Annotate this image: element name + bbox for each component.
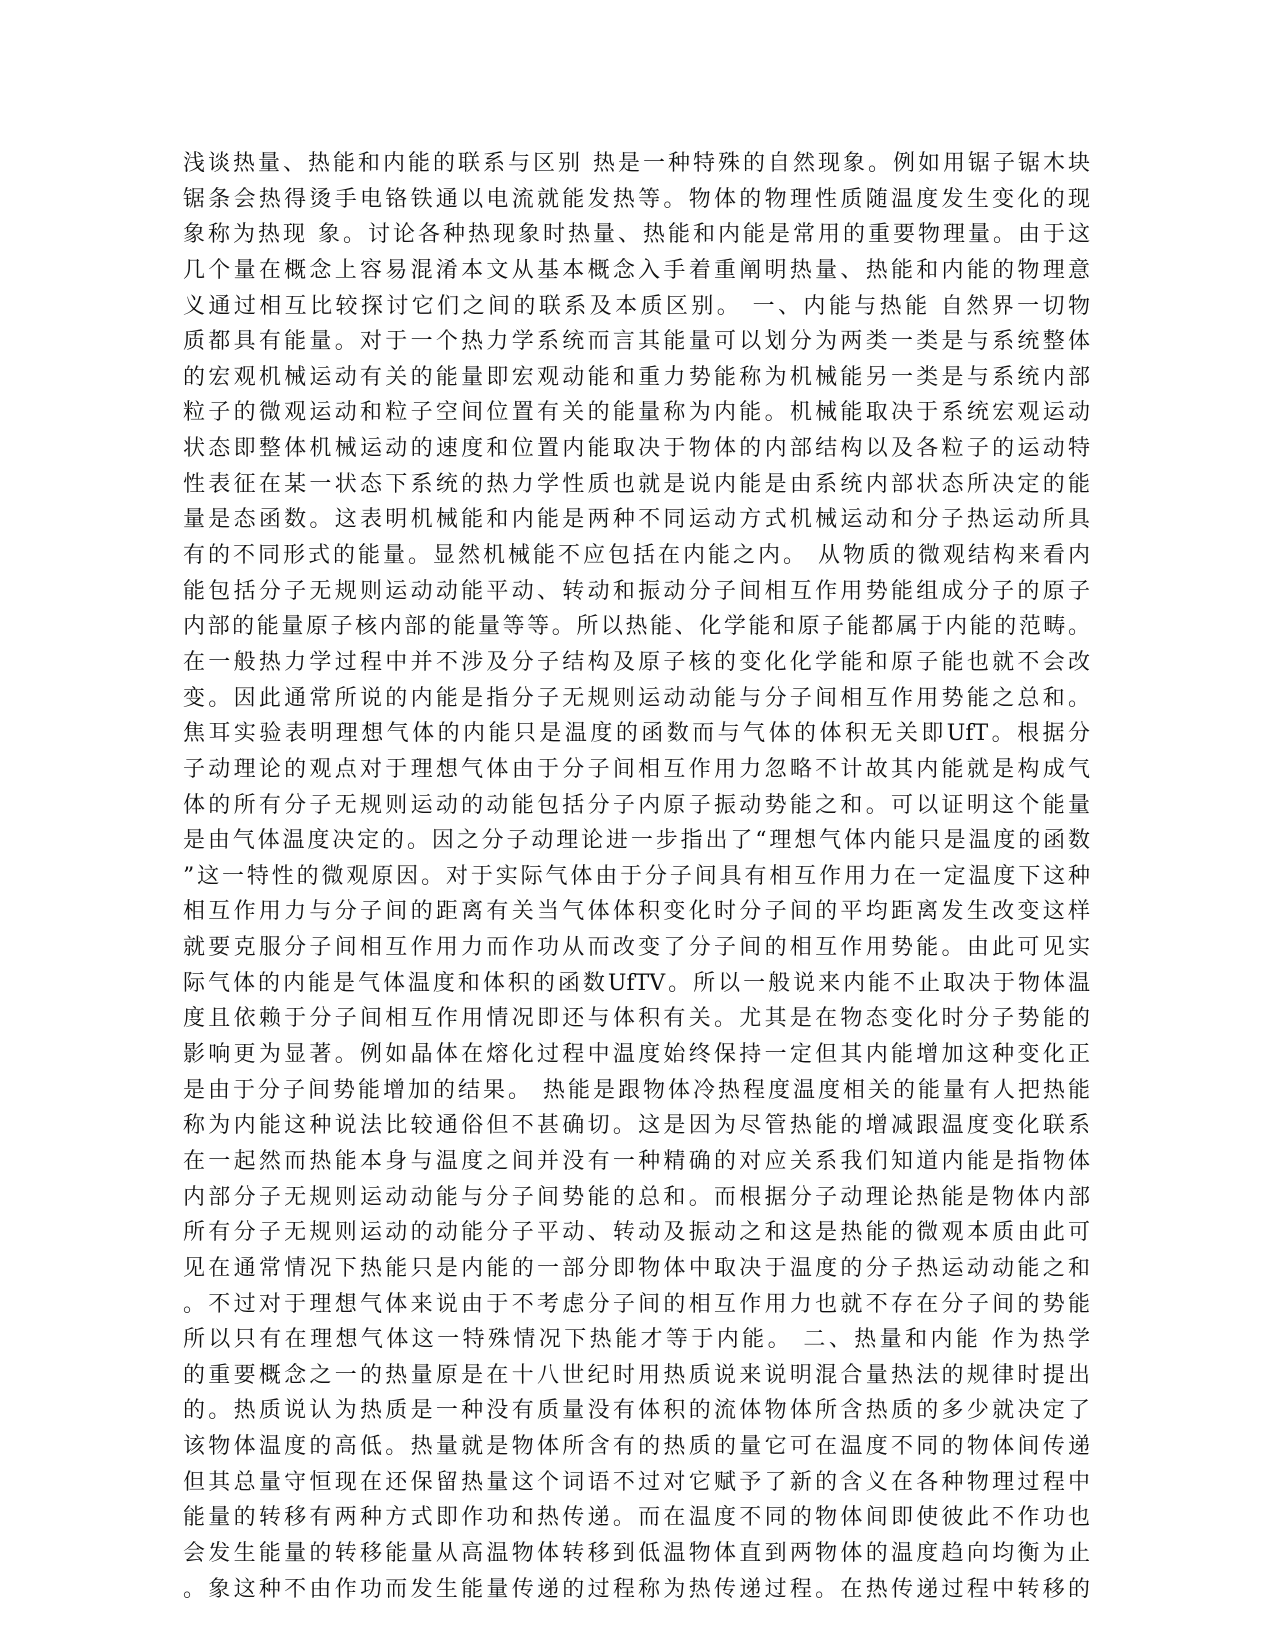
text-line: 所有分子无规则运动的动能分子平动、转动及振动之和这是热能的微观本质由此可 [183,1220,1090,1246]
text-line: 的。热质说认为热质是一种没有质量没有体积的流体物体所含热质的多少就决定了 [183,1398,1090,1424]
text-line: 焦耳实验表明理想气体的内能只是温度的函数而与气体的体积无关即UfT。根据分 [183,721,1090,747]
text-line: 内部分子无规则运动动能与分子间势能的总和。而根据分子动理论热能是物体内部 [183,1184,1090,1210]
text-line: 的宏观机械运动有关的能量即宏观动能和重力势能称为机械能另一类是与系统内部 [183,364,1090,390]
text-line: 该物体温度的高低。热量就是物体所含有的热质的量它可在温度不同的物体间传递 [183,1434,1090,1460]
text-line: 粒子的微观运动和粒子空间位置有关的能量称为内能。机械能取决于系统宏观运动 [183,400,1090,426]
text-line: 度且依赖于分子间相互作用情况即还与体积有关。尤其是在物态变化时分子势能的 [183,1006,1090,1032]
text-line: 能包括分子无规则运动动能平动、转动和振动分子间相互作用势能组成分子的原子 [183,578,1090,604]
text-line: 是由气体温度决定的。因之分子动理论进一步指出了“理想气体内能只是温度的函数 [183,828,1090,854]
text-line: 质都具有能量。对于一个热力学系统而言其能量可以划分为两类一类是与系统整体 [183,329,1090,355]
text-line: 称为内能这种说法比较通俗但不甚确切。这是因为尽管热能的增减跟温度变化联系 [183,1113,1090,1139]
text-line: 性表征在某一状态下系统的热力学性质也就是说内能是由系统内部状态所决定的能 [183,471,1090,497]
text-line: 。象这种不由作功而发生能量传递的过程称为热传递过程。在热传递过程中转移的 [183,1576,1090,1602]
text-line: 状态即整体机械运动的速度和位置内能取决于物体的内部结构以及各粒子的运动特 [183,436,1090,462]
text-line: ”这一特性的微观原因。对于实际气体由于分子间具有相互作用力在一定温度下这种 [183,863,1090,889]
text-line: 。不过对于理想气体来说由于不考虑分子间的相互作用力也就不存在分子间的势能 [183,1291,1090,1317]
text-line: 有的不同形式的能量。显然机械能不应包括在内能之内。 从物质的微观结构来看内 [183,543,1090,569]
text-line: 量是态函数。这表明机械能和内能是两种不同运动方式机械运动和分子热运动所具 [183,507,1090,533]
text-line: 能量的转移有两种方式即作功和热传递。而在温度不同的物体间即使彼此不作功也 [183,1505,1090,1531]
text-line: 但其总量守恒现在还保留热量这个词语不过对它赋予了新的含义在各种物理过程中 [183,1469,1090,1495]
text-line: 会发生能量的转移能量从高温物体转移到低温物体直到两物体的温度趋向均衡为止 [183,1540,1090,1566]
text-line: 就要克服分子间相互作用力而作功从而改变了分子间的相互作用势能。由此可见实 [183,935,1090,961]
text-line: 浅谈热量、热能和内能的联系与区别 热是一种特殊的自然现象。例如用锯子锯木块 [183,151,1090,176]
text-line: 是由于分子间势能增加的结果。 热能是跟物体冷热程度温度相关的能量有人把热能 [183,1077,1090,1103]
text-line: 象称为热现 象。讨论各种热现象时热量、热能和内能是常用的重要物理量。由于这 [183,222,1090,248]
text-line: 体的所有分子无规则运动的动能包括分子内原子振动势能之和。可以证明这个能量 [183,792,1090,818]
text-line: 影响更为显著。例如晶体在熔化过程中温度始终保持一定但其内能增加这种变化正 [183,1042,1090,1068]
text-line: 际气体的内能是气体温度和体积的函数UfTV。所以一般说来内能不止取决于物体温 [183,970,1090,996]
text-line: 在一起然而热能本身与温度之间并没有一种精确的对应关系我们知道内能是指物体 [183,1148,1090,1174]
text-line: 子动理论的观点对于理想气体由于分子间相互作用力忽略不计故其内能就是构成气 [183,756,1090,782]
text-line: 见在通常情况下热能只是内能的一部分即物体中取决于温度的分子热运动动能之和 [183,1255,1090,1281]
text-line: 变。因此通常所说的内能是指分子无规则运动动能与分子间相互作用势能之总和。 [183,685,1090,711]
text-line: 在一般热力学过程中并不涉及分子结构及原子核的变化化学能和原子能也就不会改 [183,649,1090,675]
body-text [183,146,1090,1607]
text-line: 所以只有在理想气体这一特殊情况下热能才等于内能。 二、热量和内能 作为热学 [183,1327,1090,1353]
text-line: 锯条会热得烫手电铬铁通以电流就能发热等。物体的物理性质随温度发生变化的现 [183,186,1090,212]
text-line: 相互作用力与分子间的距离有关当气体体积变化时分子间的平均距离发生改变这样 [183,899,1090,925]
text-line: 义通过相互比较探讨它们之间的联系及本质区别。 一、内能与热能 自然界一切物 [183,293,1090,319]
text-line: 的重要概念之一的热量原是在十八世纪时用热质说来说明混合量热法的规律时提出 [183,1362,1090,1388]
text-line: 几个量在概念上容易混淆本文从基本概念入手着重阐明热量、热能和内能的物理意 [183,257,1090,283]
text-line: 内部的能量原子核内部的能量等等。所以热能、化学能和原子能都属于内能的范畴。 [183,614,1090,640]
